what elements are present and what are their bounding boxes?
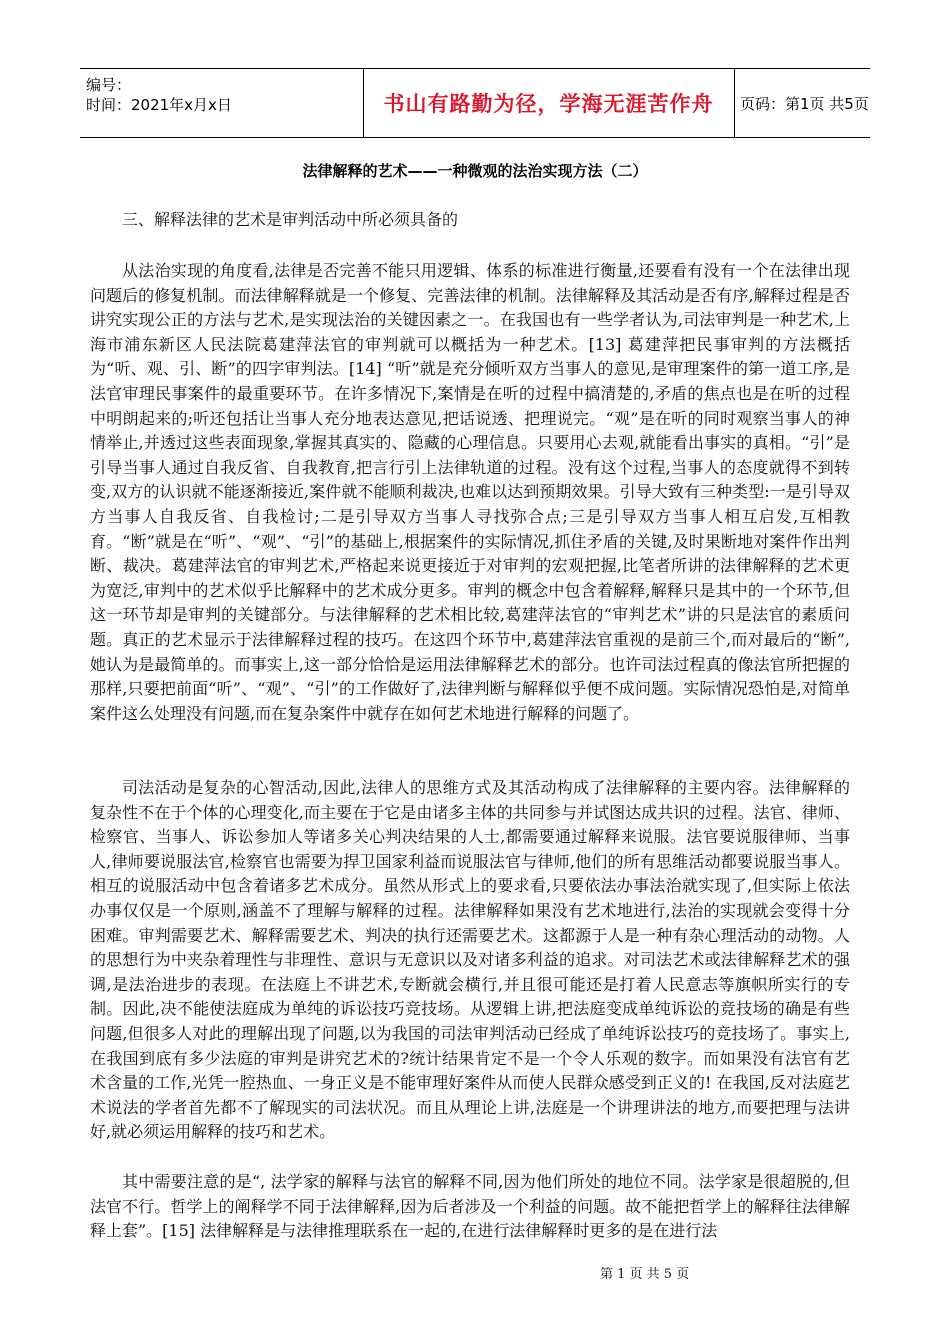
document-title: 法律解释的艺术——一种微观的法治实现方法（二）: [302, 162, 648, 180]
body-paragraph: 其中需要注意的是“, 法学家的解释与法官的解释不同,因为他们所处的地位不同。法学家是很超脱的,但法官不行。哲学上的阐释学不同于法律解释,因为后者涉及一个利益的问题。故不能把哲学上的解释往法律解释上套”。[15] 法律解释是与法律推理联系在一起的,在进行法律解释时更多的是在进行法: [90, 1172, 850, 1241]
page-footer: 第 1 页 共 5 页: [600, 1267, 690, 1282]
header-page-info: 页码：第1页 共5页: [740, 94, 869, 113]
section-heading: 三、解释法律的艺术是审判活动中所必须具备的: [122, 210, 459, 229]
body-paragraph: 司法活动是复杂的心智活动,因此,法律人的思维方式及其活动构成了法律解释的主要内容。法律解释的复杂性不在于个体的心理变化,而主要在于它是由诸多主体的共同参与并试图达成共识的过程。法官、律师、检察官、当事人、诉讼参加人等诸多关心判决结果的人士,都需要通过解释来说服。法官要说服律师、当事人,律师要说服法官,检察官也需要为捍卫国家利益而说服法官与律师,他们的所有思维活动都要说服当事人。相互的说服活动中包含着诸多艺术成分。虽然从形式上的要求看,只要依法办事法治就实现了,但实际上依法办事仅仅是一个原则,涵盖不了理解与解释的过程。法律解释如果没有艺术地进行,法治的实现就会变得十分困难。审判需要艺术、解释需要艺术、判决的执行还需要艺术。这都源于人是一种有杂心理活动的动物。人的思想行为中夹杂着理性与非理性、意识与无意识以及对诸多利益的追求。对司法艺术或法律解释艺术的强调,是法治进步的表现。在法庭上不讲艺术,专断就会横行,并且很可能还是打着人民意志等旗帜所实行的专制。因此,决不能使法庭成为单纯的诉讼技巧竞技场。从逻辑上讲,把法庭变成单纯诉讼的竞技场的确是有些问题,但很多人对此的理解出现了问题,以为我国的司法审判活动已经成了单纯诉讼技巧的竞技场了。事实上,在我国到底有多少法庭的审判是讲究艺术的?统计结果肯定不是一个令人乐观的数字。而如果没有法官有艺术含量的工作,光凭一腔热血、一身正义是不能审理好案件从而使人民群众感受到正义的! 在我国,反对法庭艺术说法的学者首先都不了解现实的司法状况。而且从理论上讲,法庭是一个讲理讲法的地方,而要把理与法讲好,就必须运用解释的技巧和艺术。: [90, 778, 850, 1142]
document-header: [80, 68, 870, 138]
document-number-label: 编号：: [86, 76, 132, 94]
header-meta: [86, 75, 286, 131]
document-date-label: 时间：2021年x月x日: [86, 96, 232, 114]
header-divider-right: [734, 69, 735, 137]
header-motto: 书山有路勤为径，学海无涯苦作舟: [383, 92, 714, 116]
body-paragraph: 从法治实现的角度看,法律是否完善不能只用逻辑、体系的标准进行衡量,还要看有没有一个在法律出现问题后的修复机制。而法律解释就是一个修复、完善法律的机制。法律解释及其活动是否有序,解释过程是否讲究实现公正的方法与艺术,是实现法治的关键因素之一。在我国也有一些学者认为,司法审判是一种艺术,上海市浦东新区人民法院葛建萍法官的审判就可以概括为一种艺术。[13] 葛建萍把民事审判的方法概括为“听、观、引、断”的四字审判法。[14] “听”就是充分倾听双方当事人的意见,是审理案件的第一道工序,是法官审理民事案件的最重要环节。在许多情况下,案情是在听的过程中搞清楚的,矛盾的焦点也是在听的过程中明朗起来的;听还包括让当事人充分地表达意见,把话说透、把理说完。“观”是在听的同时观察当事人的神情举止,并透过这些表面现象,掌握其真实的、隐藏的心理信息。只要用心去观,就能看出事实的真相。“引”是引导当事人通过自我反省、自我教育,把言行引上法律轨道的过程。没有这个过程,当事人的态度就得不到转变,双方的认识就不能逐渐接近,案件就不能顺利裁决,也难以达到预期效果。引导大致有三种类型:一是引导双方当事人自我反省、自我检讨;二是引导双方当事人寻找弥合点;三是引导双方当事人相互启发,互相教育。“断”就是在“听”、“观”、“引”的基础上,根据案件的实际情况,抓住矛盾的关键,及时果断地对案件作出判断、裁决。葛建萍法官的审判艺术,严格起来说更接近于对审判的宏观把握,比笔者所讲的法律解释的艺术更为宽泛,审判中的艺术似乎比解释中的艺术成分更多。审判的概念中包含着解释,解释只是其中的一个环节,但这一环节却是审判的关键部分。与法律解释的艺术相比较,葛建萍法官的“审判艺术”讲的只是法官的素质问题。真正的艺术显示于法律解释过程的技巧。在这四个环节中,葛建萍法官重视的是前三个,而对最后的“断”,她认为是最简单的。而事实上,这一部分恰恰是运用法律解释艺术的部分。也许司法过程真的像法官所把握的那样,只要把前面“听”、“观”、“引”的工作做好了,法律判断与解释似乎便不成问题。实际情况恐怕是,对简单案件这么处理没有问题,而在复杂案件中就存在如何艺术地进行解释的问题了。: [90, 261, 850, 723]
